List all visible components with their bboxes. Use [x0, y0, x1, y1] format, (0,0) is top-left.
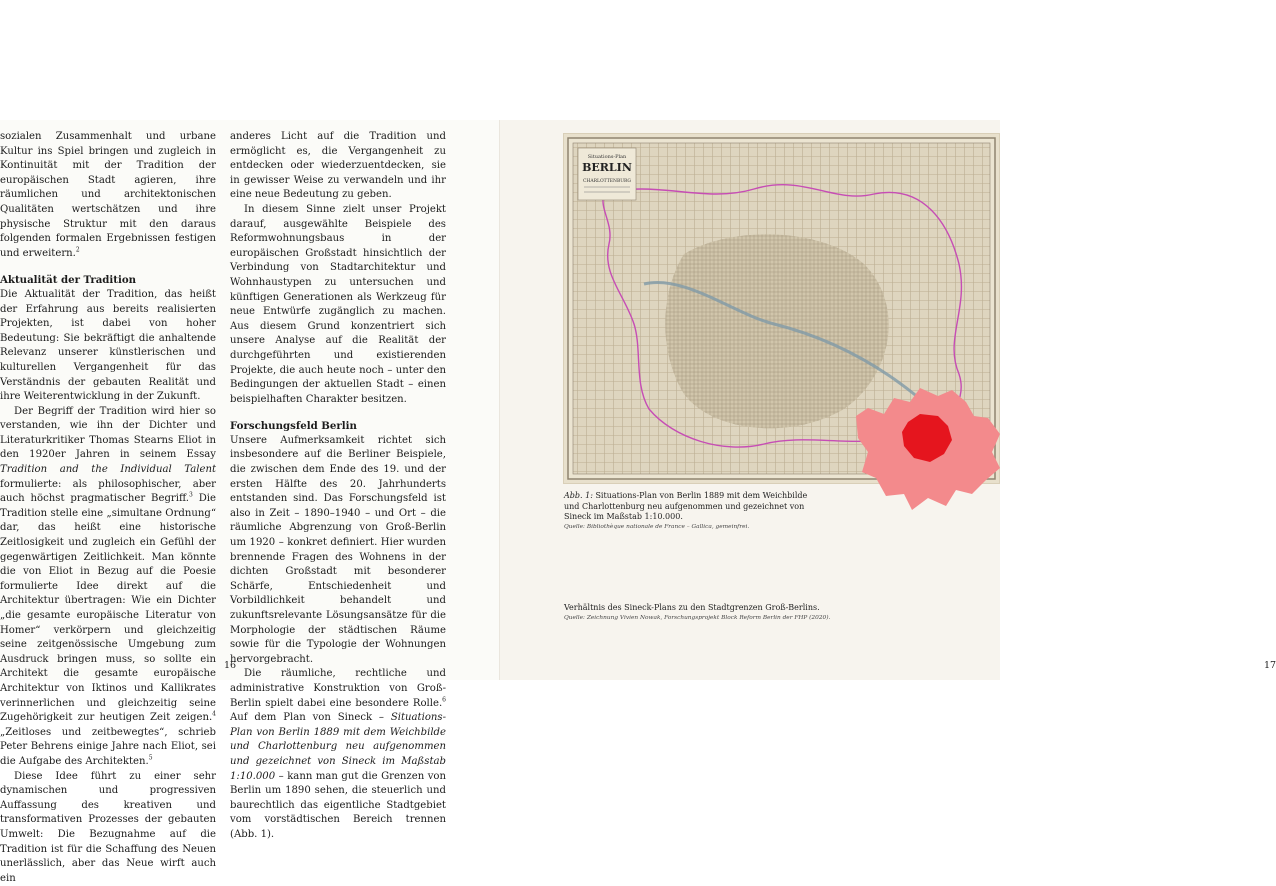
paragraph-text: Auf dem Plan von Sineck – — [230, 712, 384, 724]
footnote-ref[interactable]: 3 — [188, 491, 193, 499]
page-number-right: 17 — [1264, 660, 1276, 671]
figure-source: Quelle: Zeichnung Vivien Nowak, Forschungsprojekt Block Reform Berlin der FHP (2020). — [564, 614, 831, 621]
map-cartouche-title: BERLIN — [582, 161, 632, 174]
book-spread — [0, 120, 1276, 884]
map-title-reference: Situations-Plan von Berlin 1889 mit dem Weichbilde und Charlottenburg neu aufgenommen und gezeichnet von Sineck im Maßstab 1:10.000 — [230, 712, 446, 782]
paragraph-text: Die Tradition stelle eine „simultane Ordnung“ dar, das heißt eine historische Zeitlosigkeit und zugleich ein Gefühl der gegenwärtigen Zeitlichkeit. Man könnte die von Eliot in Bezug auf die Poesie formulierte Idee direkt auf die Architektur übertragen: Wie ein Dichter „die gesamte europäische Literatur von Homer“ verkörpern und gleichzeitig seine zeitgenössische Umgebung zum Ausdruck bringen muss, so sollte ein Architekt die gesamte europäische Architektur von Iktinos und Kallikrates verinnerlichen und gleichzeitig seine Zugehörigkeit zur heutigen Zeit zeigen. — [0, 493, 216, 724]
map-cartouche-line: Situations-Plan — [587, 154, 627, 160]
paragraph — [230, 667, 446, 842]
paragraph — [0, 130, 216, 261]
section-heading: Forschungsfeld Berlin — [230, 420, 357, 433]
paragraph-text: – kann man gut die Grenzen von Berlin um 1890 sehen, die steuerlich und baurechtlich das eigentliche Stadtgebiet vom vorstädtischen Bereich trennen (Abb. 1). — [230, 770, 446, 840]
text-column-1 — [0, 130, 216, 886]
footnote-ref[interactable]: 6 — [442, 696, 446, 704]
figure-source: Quelle: Bibliothèque nationale de France – Gallica, gemeinfrei. — [564, 523, 750, 530]
figure-caption-1 — [564, 491, 814, 532]
figure-caption-text: Situations-Plan von Berlin 1889 mit dem Weichbilde und Charlottenburg neu aufgenommen und gezeichnet von Sineck im Maßstab 1:10.000. — [564, 491, 808, 521]
paragraph-text: sozialen Zusammenhalt und urbane Kultur ins Spiel bringen und zugleich in Kontinuität mit der Tradition der europäischen Stadt agieren, ihre räumlichen und architektonischen Qualitäten wertschätzen und ihre physische Struktur mit den daraus folgenden formalen Ergebnissen festigen und erweitern. — [0, 131, 216, 259]
map-cartouche-line: CHARLOTTENBURG — [582, 179, 632, 184]
page-number-left: 16 — [224, 660, 237, 671]
paragraph-text: Der Begriff der Tradition wird hier so verstanden, wie ihn der Dichter und Literaturkritiker Thomas Stearns Eliot in den 1920er Jahren in seinem Essay — [0, 405, 216, 461]
greater-berlin-boundary-diagram[interactable] — [856, 386, 1000, 512]
paragraph-text: „Zeitloses und zeitbewegtes“, schrieb Peter Behrens einige Jahre nach Eliot, sei die Aufgabe des Architekten. — [0, 726, 216, 767]
paragraph-text: formulierte: als philosophischer, aber auch höchst pragmatischer Begriff. — [0, 478, 216, 505]
paragraph-text: Die räumliche, rechtliche und administrative Konstruktion von Groß-Berlin spielt dabei eine besondere Rolle. — [230, 668, 446, 709]
text-column-2 — [230, 130, 446, 843]
left-page — [0, 120, 500, 884]
footnote-ref[interactable]: 2 — [75, 246, 80, 254]
footnote-ref[interactable]: 4 — [212, 710, 216, 718]
footnote-ref[interactable]: 5 — [148, 754, 153, 762]
figure-label: Abb. 1: — [564, 491, 593, 500]
paragraph: Diese Idee führt zu einer sehr dynamischen und progressiven Auffassung des kreativen und transformativen Prozesses der gebauten Umwelt: Die Bezugnahme auf die Tradition ist für die Schaffung des Neuen unerlässlich, aber das Neue wirft auch ein — [0, 770, 216, 884]
paragraph: anderes Licht auf die Tradition und ermöglicht es, die Vergangenheit zu entdecken oder wiederzuentdecken, sie in gewisser Weise zu verwandeln und ihr eine neue Bedeutung zu geben. — [230, 131, 446, 201]
paragraph — [0, 405, 216, 770]
figure-caption-text: Verhältnis des Sineck-Plans zu den Stadtgrenzen Groß-Berlins. — [564, 603, 820, 612]
paragraph: Unsere Aufmerksamkeit richtet sich insbesondere auf die Berliner Beispiele, die zwischen dem Ende des 19. und der ersten Hälfte des 20. Jahrhunderts entstanden sind. Das Forschungsfeld ist also in Zeit – 1890–1940 – und Ort – die räumliche Abgrenzung von Groß-Berlin um 1920 – konkret definiert. Hier wurden brennende Fragen des Wohnens in der dichten Großstadt mit besonderer Schärfe, Entschiedenheit und Vorbildlichkeit behandelt und zukunftsrelevante Lösungsansätze für die Morphologie der städtischen Räume sowie für die Typologie der Wohnungen hervorgebracht. — [230, 434, 446, 665]
section-heading: Aktualität der Tradition — [0, 274, 137, 287]
paragraph: Die Aktualität der Tradition, das heißt der Erfahrung aus bereits realisierten Projekten, ist dabei von hoher Bedeutung: Sie bekräftigt die anhaltende Relevanz unserer künstlerischen und kulturellen Vergangenheit für das Verständnis der gebauten Realität und ihre Weiterentwicklung in der Zukunft. — [0, 288, 216, 403]
essay-title: Tradition and the Individual Talent — [0, 464, 216, 476]
paragraph: In diesem Sinne zielt unser Projekt darauf, ausgewählte Beispiele des Reformwohnungsbaus in der europäischen Großstadt hinsichtlich der Verbindung von Stadtarchitektur und Wohnhaustypen zu untersuchen und künftigen Generationen als Werkzeug für neue Entwürfe zugänglich zu machen. Aus diesem Grund konzentriert sich unsere Analyse auf die Realität der durchgeführten und existierenden Projekte, die auch heute noch – unter den Bedingungen der aktuellen Stadt – einen beispielhaften Charakter besitzen. — [230, 203, 446, 405]
figure-caption-2 — [564, 603, 864, 623]
